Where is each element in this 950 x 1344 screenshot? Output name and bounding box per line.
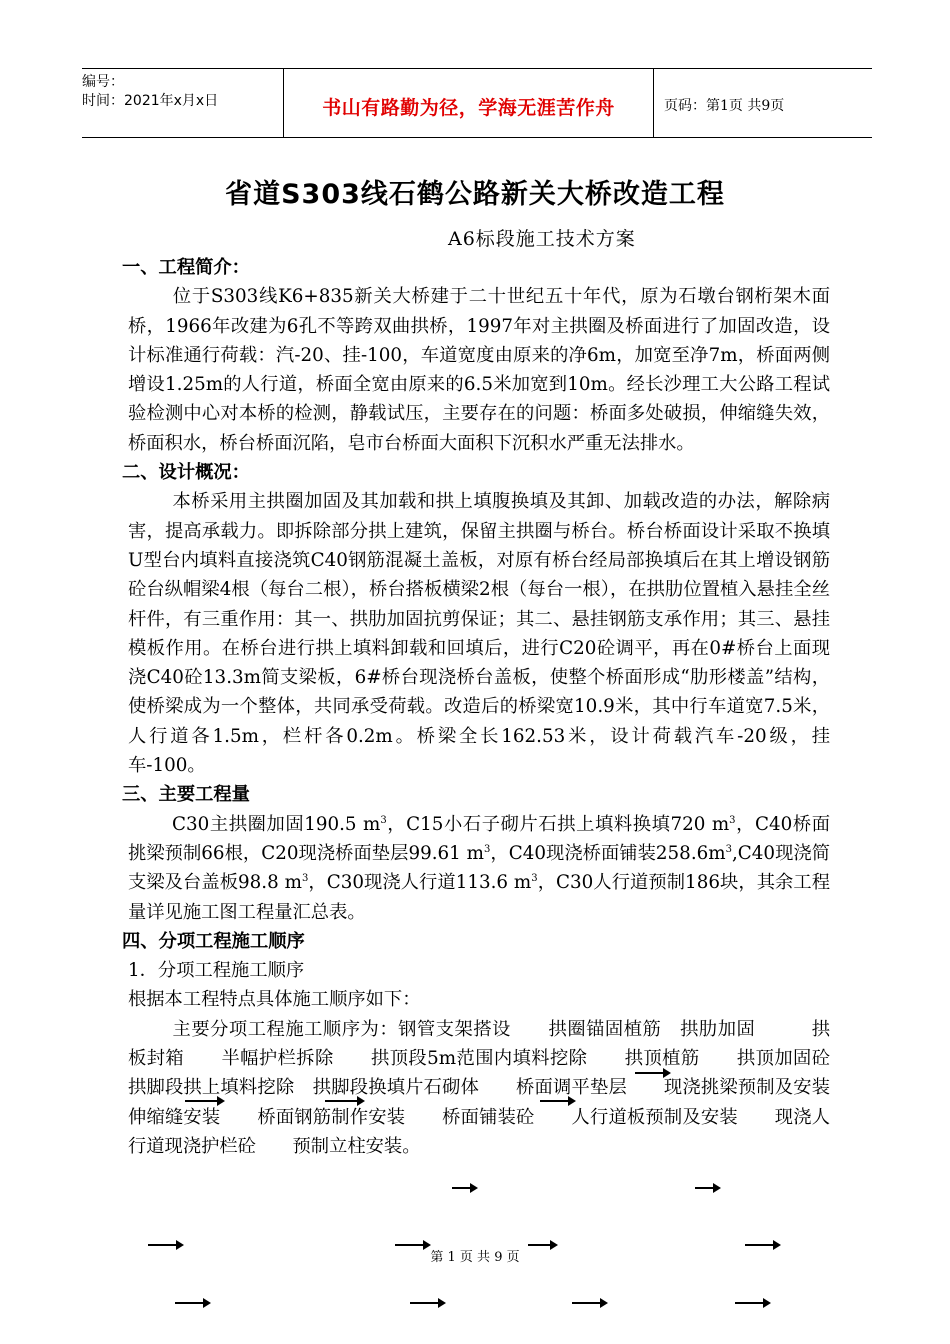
construction-sequence-text: 主要分项工程施工顺序为：钢管支架搭设 拱圈锚固植筋 拱肋加固 拱板封箱 半幅护栏拆除 拱顶段5m范围内填料挖除 拱顶植筋 拱顶加固砼 拱脚段拱上填料挖除 拱脚段换填片石砌体 桥面调平垫层 现浇挑梁预制及安装 伸缩缝安装 桥面钢筋制作安装 桥面铺装砼 人行道板预制及安装 现浇人行道现浇护栏砼 预制立柱安装。	[128, 1018, 867, 1157]
flow-arrow-icon	[175, 1302, 209, 1304]
number-label: 编号：	[82, 74, 124, 90]
quantity-text-f: ，C30现浇人行道113.6 m	[308, 872, 532, 894]
document-subtitle: A6标段施工技术方案	[448, 228, 636, 250]
section-4-intro: 根据本工程特点具体施工顺序如下：	[128, 989, 421, 1011]
header-page-info: 页码：第1页 共9页	[664, 98, 785, 114]
section-2-heading: 二、设计概况：	[122, 462, 250, 484]
section-1-heading: 一、工程简介：	[122, 257, 250, 278]
cubic-superscript: 3	[380, 814, 387, 826]
quantity-text-e: ,C40现浇简支梁及台盖板98.8 m	[128, 842, 830, 894]
section-4-flow-paragraph	[128, 1015, 867, 1161]
cubic-superscript: 3	[483, 843, 491, 855]
quantity-text-d: ，C40现浇桥面铺装258.6m	[490, 842, 726, 864]
flow-arrow-icon	[635, 1072, 669, 1074]
header-table	[82, 68, 872, 138]
flow-arrow-icon	[410, 1302, 444, 1304]
flow-arrow-icon	[540, 1100, 574, 1102]
section-3-paragraph	[128, 810, 830, 927]
header-motto: 书山有路勤为径，学海无涯苦作舟	[284, 69, 654, 137]
quantity-text-b: ，C15小石子砌片石拱上填料换填720 m	[386, 813, 730, 835]
document-body	[122, 253, 867, 1161]
cubic-superscript: 3	[729, 814, 736, 826]
header-left-cell	[82, 69, 284, 137]
flow-arrow-icon	[185, 1100, 223, 1102]
section-2-text: 本桥采用主拱圈加固及其加载和拱上填腹换填及其卸、加载改造的办法，解除病害，提高承载力。即拆除部分拱上建筑，保留主拱圈与桥台。桥台桥面设计采取不换填U型台内填料直接浇筑C40钢筋混凝土盖板，对原有桥台经局部换填后在其上增设钢筋砼台纵帽梁4根（每台二根），桥台搭板横梁2根（每台一根），在拱肋位置植入悬挂全丝杆件，有三重作用：其一、拱肋加固抗剪保证；其二、悬挂钢筋支承作用；其三、悬挂模板作用。在桥台进行拱上填料卸载和回填后，进行C20砼调平，再在0#桥台上面现浇C40砼13.3m简支梁板，6#桥台现浇桥台盖板，使整个桥面形成“肋形楼盖”结构，使桥梁成为一个整体，共同承受荷载。改造后的桥梁宽10.9米，其中行车道宽7.5米，人行道各1.5m，栏杆各0.2m。桥梁全长162.53米，设计荷载汽车-20级，挂车-100。	[128, 491, 830, 777]
page-footer: 第 1 页 共 9 页	[430, 1250, 520, 1265]
section-1-text: 位于S303线K6+835新关大桥建于二十世纪五十年代，原为石墩台钢桁架木面桥，1966年改建为6孔不等跨双曲拱桥，1997年对主拱圈及桥面进行了加固改造，设计标准通行荷载：汽-20、挂-100，车道宽度由原来的净6m，加宽至净7m，桥面两侧增设1.25m的人行道，桥面全宽由原来的6.5米加宽到10m。经长沙理工大公路工程试验检测中心对本桥的检测，静载试压，主要存在的问题：桥面多处破损，伸缩缝失效，桥面积水，桥台桥面沉陷，皂市台桥面大面积下沉积水严重无法排水。	[128, 286, 830, 454]
quantity-text-g: ，C30人行道预制186块，其余工程量详见施工图工程量汇总表。	[128, 872, 830, 923]
flow-arrow-icon	[325, 1100, 363, 1102]
flow-arrow-icon	[695, 1187, 719, 1189]
time-label: 时间：2021年x月x日	[82, 93, 219, 109]
section-3-heading: 三、主要工程量	[122, 784, 250, 806]
quantity-text-a: C30主拱圈加固190.5 m	[172, 813, 381, 835]
section-1-paragraph	[128, 282, 830, 458]
cubic-superscript: 3	[301, 873, 309, 885]
quantity-text-c: ，C40桥面挑梁预制66根，C20现浇桥面垫层99.61 m	[128, 813, 831, 864]
section-4-subheading: 1．分项工程施工顺序	[128, 960, 305, 982]
cubic-superscript: 3	[531, 873, 538, 885]
document-title: 省道S303线石鹤公路新关大桥改造工程	[225, 179, 725, 210]
flow-arrow-icon	[735, 1302, 769, 1304]
flow-arrow-icon	[572, 1302, 606, 1304]
flow-arrow-icon	[452, 1187, 476, 1189]
cubic-superscript: 3	[725, 843, 732, 855]
section-2-paragraph	[128, 487, 830, 780]
section-4-heading: 四、分项工程施工顺序	[122, 930, 305, 952]
